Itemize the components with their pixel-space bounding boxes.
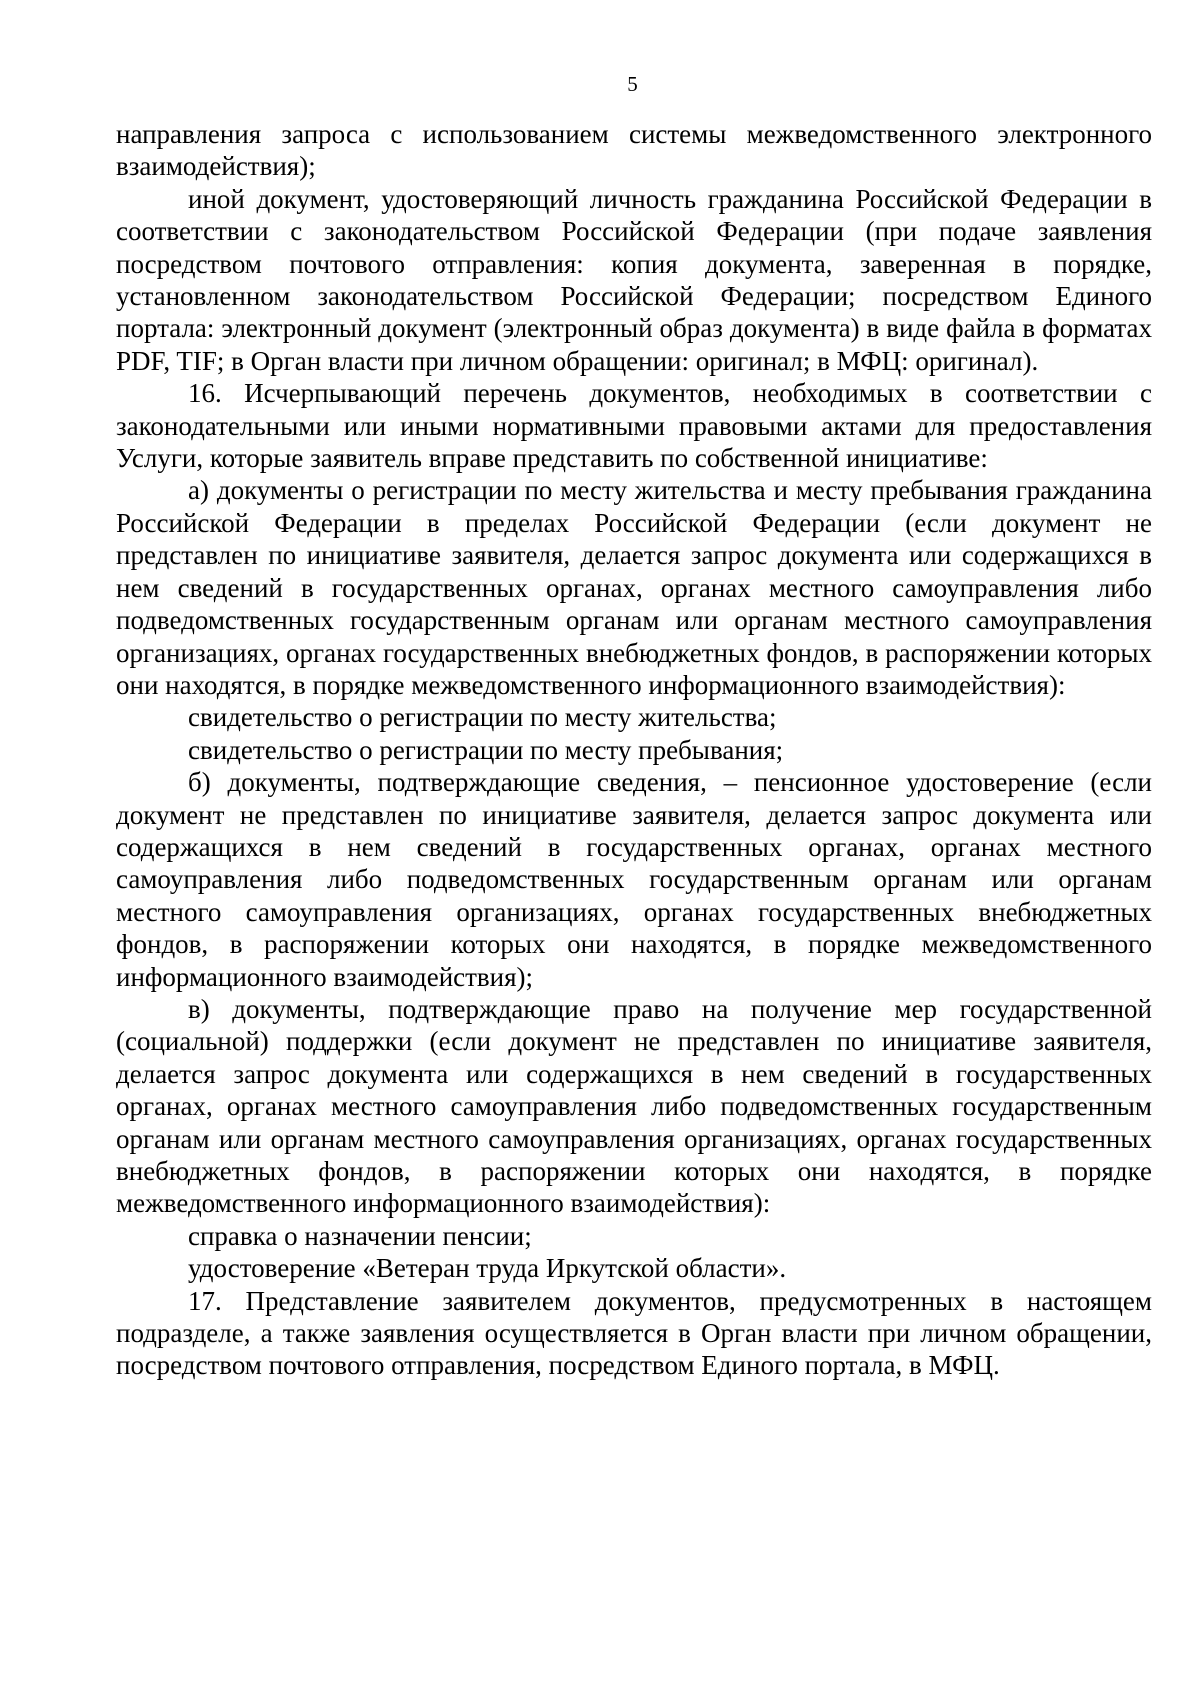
list-item-veteran-certificate: удостоверение «Ветеран труда Иркутской области». [188, 1253, 787, 1284]
list-item-stay-certificate: свидетельство о регистрации по месту пребывания; [188, 734, 784, 765]
list-item-pension-certificate: справка о назначении пенсии; [188, 1220, 532, 1251]
list-item-residence-certificate: свидетельство о регистрации по месту жительства; [188, 702, 777, 733]
paragraph-identity-document: иной документ, удостоверяющий личность гражданина Российской Федерации в соответствии с законодательством Российской Федерации (при подаче заявления посредством почтового отправления: копия документа, заверенная в порядке, установленном законодательством Российской Федерации; посредством Единого портала: электронный документ (электронный образ документа) в виде файла в форматах PDF, TIF; в Орган власти при личном обращении: оригинал; в МФЦ: оригинал). [116, 183, 1152, 376]
paragraph-item-16v: в) документы, подтверждающие право на получение мер государственной (социальной) поддержки (если документ не представлен по инициативе заявителя, делается запрос документа или содержащихся в нем сведений в государственных органах, органах местного самоуправления либо подведомственных государственным органам или органам местного самоуправления организациях, органах государственных внебюджетных фондов, в распоряжении которых они находятся, в порядке межведомственного информационного взаимодействия): [116, 993, 1152, 1219]
paragraph-item-17: 17. Представление заявителем документов, предусмотренных в настоящем подразделе, а также заявления осуществляется в Орган власти при личном обращении, посредством почтового отправления, посредством Единого портала, в МФЦ. [116, 1285, 1152, 1381]
document-body [116, 118, 1152, 1382]
paragraph-item-16b: б) документы, подтверждающие сведения, – пенсионное удостоверение (если документ не представлен по инициативе заявителя, делается запрос документа или содержащихся в нем сведений в государственных органах, органах местного самоуправления либо подведомственных государственным органам или органам местного самоуправления организациях, органах государственных внебюджетных фондов, в распоряжении которых они находятся, в порядке межведомственного информационного взаимодействия); [116, 767, 1152, 992]
paragraph-continuation: направления запроса с использованием системы межведомственного электронного взаимодействия); [116, 119, 1152, 182]
paragraph-item-16a: а) документы о регистрации по месту жительства и месту пребывания гражданина Российской Федерации в пределах Российской Федерации (если документ не представлен по инициативе заявителя, делается запрос документа или содержащихся в нем сведений в государственных органах, органах местного самоуправления либо подведомственных государственным органам или органам местного самоуправления организациях, органах государственных внебюджетных фондов, в распоряжении которых они находятся, в порядке межведомственного информационного взаимодействия): [116, 475, 1152, 700]
page-number: 5 [627, 72, 638, 96]
paragraph-item-16: 16. Исчерпывающий перечень документов, необходимых в соответствии с законодательными или иными нормативными правовыми актами для предоставления Услуги, которые заявитель вправе представить по собственной инициативе: [116, 378, 1152, 474]
